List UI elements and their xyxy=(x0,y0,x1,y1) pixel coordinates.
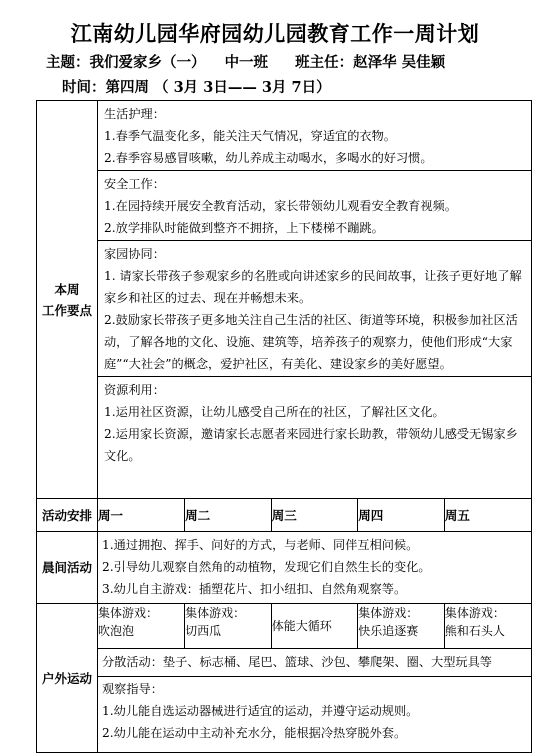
scatter-text: 分散活动：垫子、标志桶、尾巴、篮球、沙包、攀爬架、圈、大型玩具等 xyxy=(102,655,492,669)
day-thursday: 周四 xyxy=(358,499,445,531)
section-heading: 生活护理： xyxy=(104,107,165,121)
day-friday: 周五 xyxy=(444,499,531,531)
focus-section-safety xyxy=(98,171,531,241)
focus-section-care xyxy=(98,101,531,171)
list-item: 2.春季容易感冒咳嗽，幼儿养成主动喝水，多喝水的好习惯。 xyxy=(104,151,433,165)
game-label: 集体游戏： xyxy=(358,606,419,620)
schedule-row xyxy=(37,499,532,532)
outdoor-game-thursday xyxy=(358,604,445,648)
time-range: 时间：第四周 （ 3月 3日—— 3月 7日） xyxy=(62,79,331,96)
list-item: 1.在园持续开展安全教育活动，家长带领幼儿观看安全教育视频。 xyxy=(104,199,457,213)
focus-header-line2: 工作要点 xyxy=(41,302,92,318)
list-item: 2.放学排队时能做到整齐不拥挤，上下楼梯不蹦跳。 xyxy=(104,221,384,235)
game-name: 吹泡泡 xyxy=(98,624,135,638)
list-item: 2.引导幼儿观察自然角的动植物，发现它们自然生长的变化。 xyxy=(102,560,431,574)
section-heading: 资源利用： xyxy=(104,383,165,397)
outdoor-game-monday xyxy=(98,604,185,648)
game-name: 熊和石头人 xyxy=(444,624,505,638)
theme-label: 主题：我们爱家乡（一） xyxy=(46,54,206,71)
morning-content xyxy=(98,532,532,604)
focus-row xyxy=(37,101,532,499)
game-label: 集体游戏： xyxy=(98,606,159,620)
outdoor-observe xyxy=(98,676,531,744)
morning-row xyxy=(37,532,532,604)
outdoor-game-friday xyxy=(444,604,531,648)
list-item: 1.通过拥抱、挥手、问好的方式，与老师、同伴互相问候。 xyxy=(102,538,419,552)
outdoor-content xyxy=(98,604,532,753)
list-item: 1.幼儿能自选运动器械进行适宜的运动，并遵守运动规则。 xyxy=(102,703,419,718)
game-name: 快乐追逐赛 xyxy=(358,624,419,638)
game-label: 集体游戏： xyxy=(444,606,505,620)
list-item: 3.幼儿自主游戏：插塑花片、扣小纽扣、自然角观察等。 xyxy=(102,582,407,596)
outdoor-game-wednesday xyxy=(271,604,358,648)
schedule-header: 活动安排 xyxy=(37,499,98,532)
section-heading: 安全工作： xyxy=(104,177,165,191)
list-item: 1.运用社区资源，让幼儿感受自己所在的社区，了解社区文化。 xyxy=(104,405,445,419)
section-heading: 观察指导： xyxy=(102,681,163,696)
list-item: 1.春季气温变化多，能关注天气情况，穿适宜的衣物。 xyxy=(104,129,396,143)
section-heading: 家园协同： xyxy=(104,247,165,261)
plan-meta xyxy=(46,51,459,72)
morning-header: 晨间活动 xyxy=(37,532,98,604)
day-monday: 周一 xyxy=(98,499,185,531)
list-item: 2.幼儿能在运动中主动补充水分，能根据冷热穿脱外套。 xyxy=(102,725,407,740)
day-tuesday: 周二 xyxy=(185,499,272,531)
plan-table xyxy=(36,100,532,753)
focus-section-home xyxy=(98,241,531,377)
list-item: 2.运用家长资源，邀请家长志愿者来园进行家长助教，带领幼儿感受无锡家乡文化。 xyxy=(104,427,518,463)
outdoor-game-tuesday xyxy=(185,604,272,648)
focus-section-resources xyxy=(98,377,531,468)
day-wednesday: 周三 xyxy=(271,499,358,531)
teachers: 班主任：赵泽华 吴佳颖 xyxy=(295,54,446,71)
focus-header-line1: 本周 xyxy=(54,281,80,297)
list-item: 1. 请家长带孩子参观家乡的名胜或向讲述家乡的民间故事，让孩子更好地了解家乡和社区的过去、现在并畅想未来。 xyxy=(104,269,522,305)
outdoor-scatter xyxy=(98,648,531,676)
outdoor-header: 户外运动 xyxy=(37,604,98,753)
class-name: 中一班 xyxy=(224,54,269,71)
outdoor-row xyxy=(37,604,532,753)
focus-content xyxy=(98,101,532,499)
focus-header xyxy=(37,101,98,499)
game-label: 集体游戏： xyxy=(185,606,246,620)
game-name: 切西瓜 xyxy=(185,624,222,638)
list-item: 2.鼓励家长带孩子更多地关注自己生活的社区、街道等环境，积极参加社区活动，了解各地的文化、设施、建筑等，培养孩子的观察力，使他们形成“大家庭”“大社会”的概念，爱护社区，有美化、建设家乡的美好愿望。 xyxy=(104,313,518,371)
page-title: 江南幼儿园华府园幼儿园教育工作一周计划 xyxy=(70,21,480,46)
game-name: 体能大循环 xyxy=(271,618,332,633)
schedule-days xyxy=(98,499,532,532)
